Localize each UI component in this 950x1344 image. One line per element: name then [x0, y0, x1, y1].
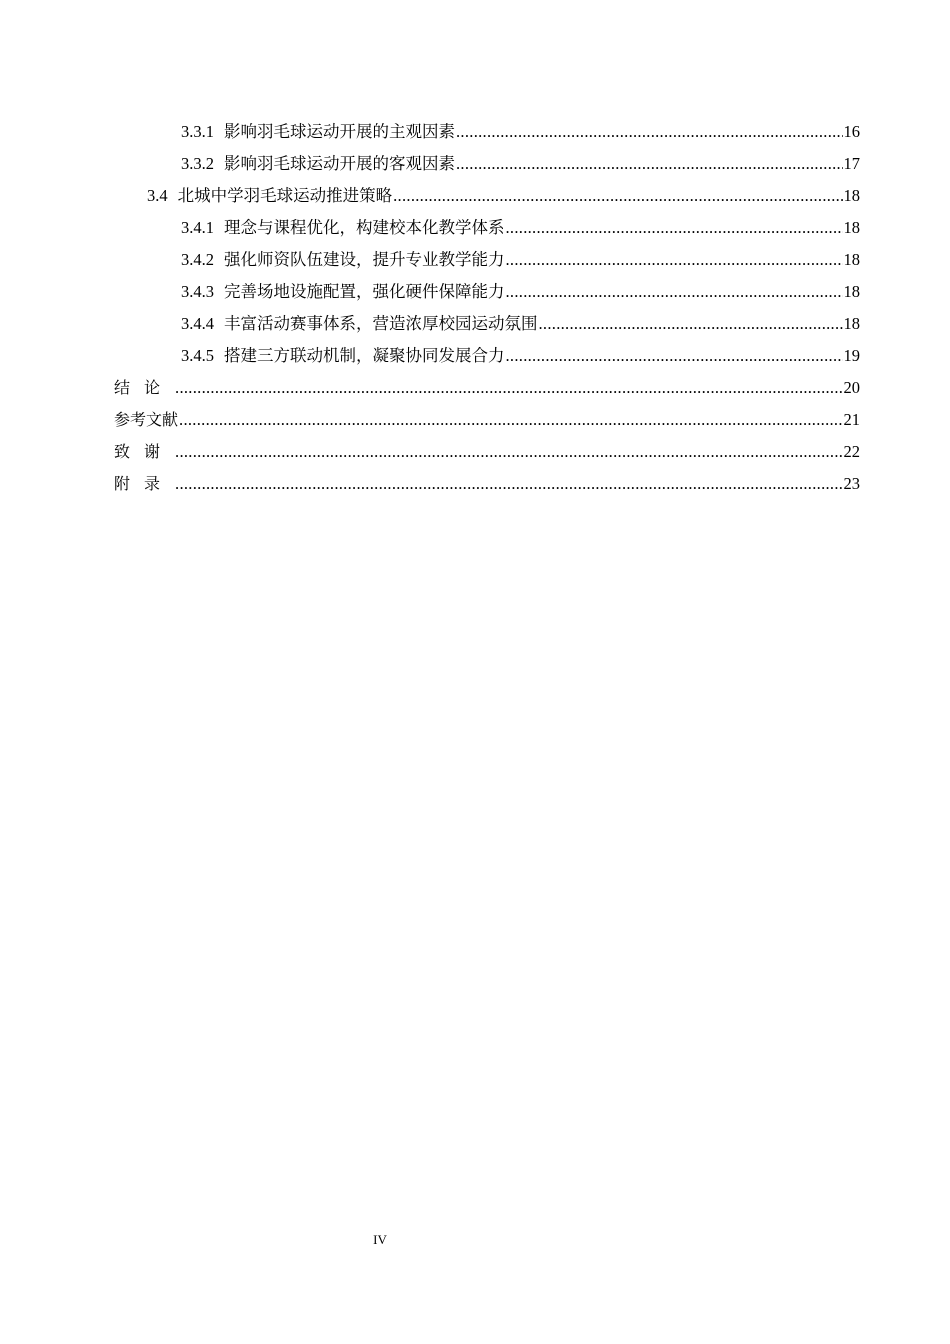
- toc-entry-page: 18: [843, 314, 860, 333]
- toc-entry-title: 理念与课程优化，构建校本化教学体系: [224, 218, 505, 237]
- dot-leader: [393, 181, 842, 211]
- dot-leader: [175, 469, 842, 499]
- toc-entry-3-4-2[interactable]: [181, 245, 860, 275]
- toc-entry-page: 17: [843, 154, 860, 173]
- dot-leader: [506, 277, 843, 307]
- toc-entry-number: 3.4: [147, 186, 168, 205]
- toc-entry-3-3-1[interactable]: [181, 117, 860, 147]
- dot-leader: [456, 149, 843, 179]
- dot-leader: [175, 437, 842, 467]
- dot-leader: [456, 117, 843, 147]
- toc-entry-title: 参考文献: [114, 410, 179, 429]
- dot-leader: [175, 373, 842, 403]
- dot-leader: [506, 213, 843, 243]
- toc-entry-title: 影响羽毛球运动开展的客观因素: [224, 154, 455, 173]
- toc-entry-page: 21: [843, 410, 860, 429]
- toc-entry-page: 18: [843, 250, 860, 269]
- toc-entry-title: 致谢: [114, 442, 175, 461]
- toc-entry-page: 18: [843, 282, 860, 301]
- toc-entry-acknowledgements[interactable]: [114, 437, 860, 467]
- toc-entry-page: 23: [843, 474, 860, 493]
- toc-entry-page: 18: [843, 186, 860, 205]
- toc-entry-number: 3.3.1: [181, 122, 214, 141]
- dot-leader: [506, 341, 843, 371]
- toc-entry-title: 丰富活动赛事体系，营造浓厚校园运动氛围: [224, 314, 538, 333]
- toc-entry-appendix[interactable]: [114, 469, 860, 499]
- toc-entry-number: 3.3.2: [181, 154, 214, 173]
- toc-entry-title: 完善场地设施配置，强化硬件保障能力: [224, 282, 505, 301]
- page-number: IV: [373, 1232, 387, 1247]
- toc-entry-title: 搭建三方联动机制，凝聚协同发展合力: [224, 346, 505, 365]
- toc-entry-number: 3.4.3: [181, 282, 214, 301]
- toc-entry-page: 16: [843, 122, 860, 141]
- toc-entry-3-4-4[interactable]: [181, 309, 860, 339]
- toc-entry-references[interactable]: [114, 405, 860, 435]
- toc-entry-title: 附录: [114, 474, 175, 493]
- toc-entry-3-4-1[interactable]: [181, 213, 860, 243]
- toc-entry-number: 3.4.5: [181, 346, 214, 365]
- toc-entry-title: 强化师资队伍建设，提升专业教学能力: [224, 250, 505, 269]
- toc-entry-3-4[interactable]: [147, 181, 860, 211]
- toc-entry-conclusion[interactable]: [114, 373, 860, 403]
- toc-entry-number: 3.4.4: [181, 314, 214, 333]
- toc-entry-title: 影响羽毛球运动开展的主观因素: [224, 122, 455, 141]
- toc-entry-title: 北城中学羽毛球运动推进策略: [177, 186, 393, 205]
- toc-entry-page: 22: [843, 442, 860, 461]
- toc-entry-3-3-2[interactable]: [181, 149, 860, 179]
- toc-entry-page: 19: [843, 346, 860, 365]
- toc-entry-3-4-5[interactable]: [181, 341, 860, 371]
- toc-entry-page: 20: [843, 378, 860, 397]
- dot-leader: [506, 245, 843, 275]
- toc-entry-page: 18: [843, 218, 860, 237]
- toc-entry-number: 3.4.1: [181, 218, 214, 237]
- dot-leader: [179, 405, 842, 435]
- toc-entry-3-4-3[interactable]: [181, 277, 860, 307]
- dot-leader: [539, 309, 843, 339]
- toc-entry-number: 3.4.2: [181, 250, 214, 269]
- toc-entry-title: 结论: [114, 378, 175, 397]
